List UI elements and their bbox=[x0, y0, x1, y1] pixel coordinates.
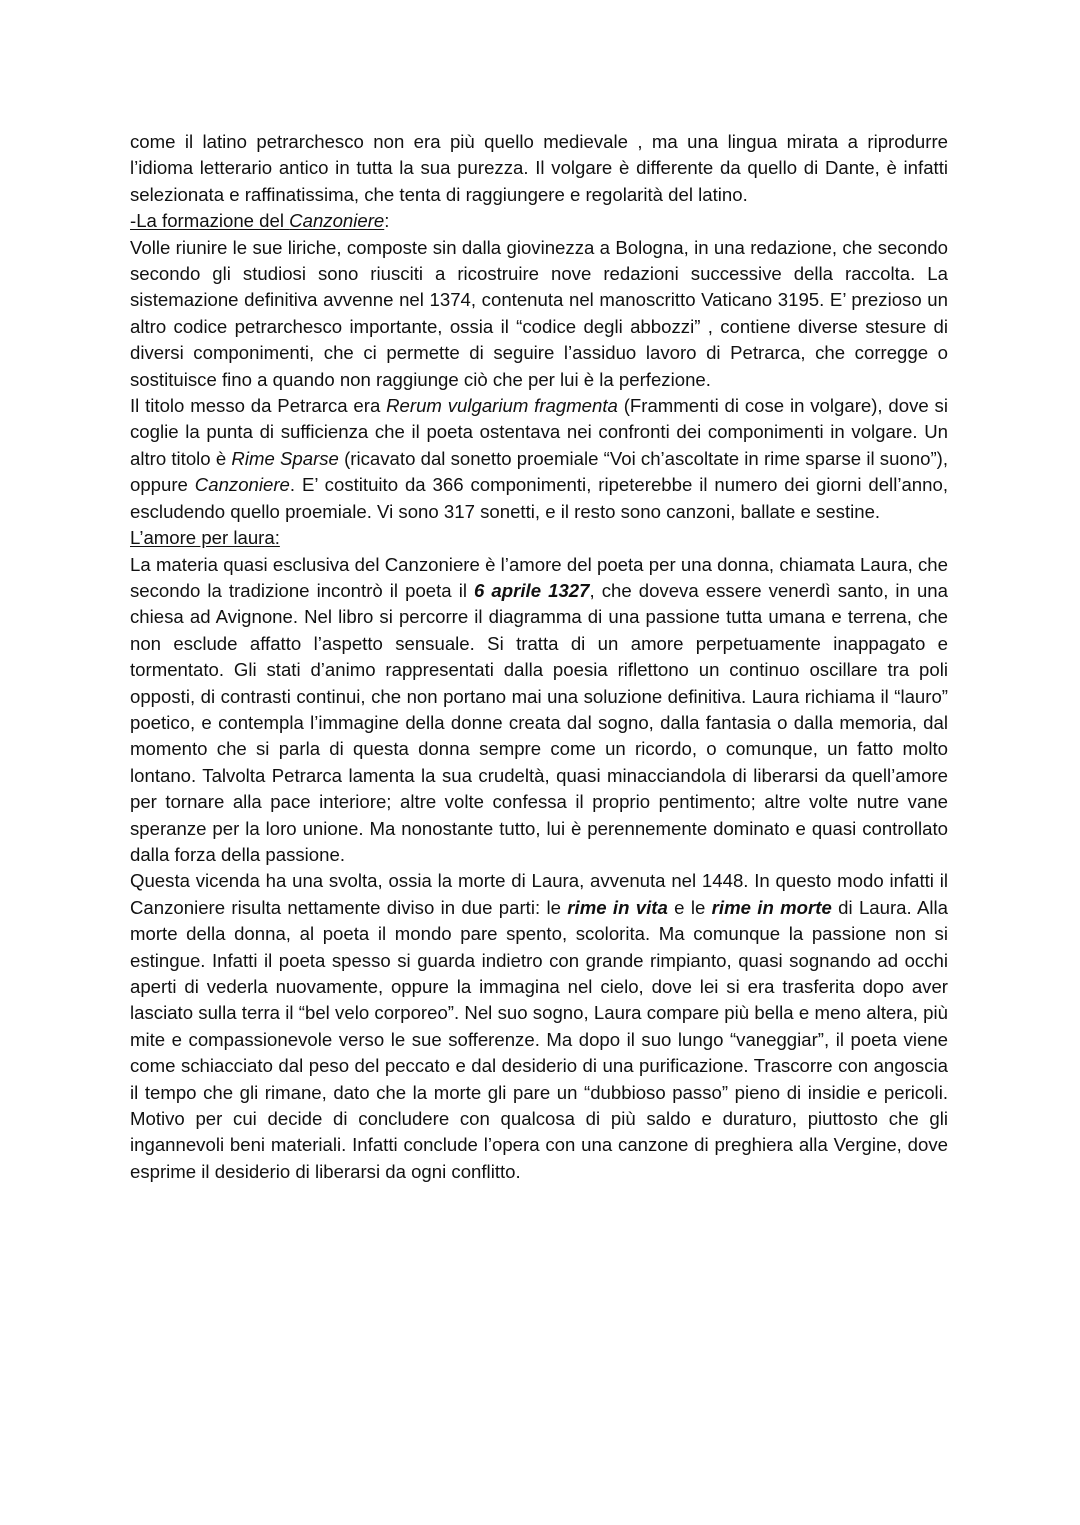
heading-text: -La formazione del bbox=[130, 210, 290, 232]
paragraph-titolo bbox=[130, 393, 948, 525]
bold-rime-in-vita: rime in vita bbox=[567, 896, 668, 918]
paragraph-morte-laura bbox=[130, 868, 948, 1185]
section-heading-amore bbox=[130, 525, 948, 551]
bold-date: 6 aprile 1327 bbox=[474, 579, 590, 601]
paragraph-laura bbox=[130, 552, 948, 869]
text-run: (Frammenti di cose in volgare), dove si coglie la punta di sufficienza che il poeta ostentava nei confronti dei componimenti in volgare. Un altro titolo è bbox=[130, 395, 948, 469]
text-run: . E’ costituito da 366 componimenti, ripeterebbe il numero dei giorni dell’anno, escludendo quello proemiale. Vi sono 317 sonetti, e il resto sono canzoni, ballate e sestine. bbox=[130, 474, 948, 522]
section-heading-formazione bbox=[130, 208, 948, 234]
text-run: (ricavato dal sonetto proemiale “Voi ch’ascoltate in rime sparse il suono”), oppure bbox=[130, 447, 948, 496]
document-page bbox=[130, 129, 948, 1185]
bold-rime-in-morte: rime in morte bbox=[711, 896, 832, 918]
text-run: , che doveva essere venerdì santo, in una chiesa ad Avignone. Nel libro si percorre il diagramma di una passione tutta umana e terrena, che non esclude affatto l’aspetto sensuale. Si tratta di un amore perpetuamente inappagato e tormentato. Gli stati d’animo rappresentati dalla poesia riflettono un continuo oscillare tra poli opposti, di contrasti continui, che non portano mai una soluzione definitiva. Laura richiama il “lauro” poetico, e contempla l’immagine della donne creata dal sogno, dalla fantasia o dalla memoria, dal momento che si parla di questa donna sempre come un ricordo, o comunque, un fatto molto lontano. Talvolta Petrarca lamenta la sua crudeltà, quasi minacciandola di liberarsi da quell’amore per tornare alla pace interiore; altre volte confessa il proprio pentimento; altre volte nutre vane speranze per la loro unione. Ma nonostante tutto, lui è perennemente dominato e quasi controllato dalla forza della passione. bbox=[130, 579, 948, 865]
heading-colon: : bbox=[384, 210, 390, 232]
italic-title-canzoniere: Canzoniere bbox=[194, 474, 290, 496]
text-run: e le bbox=[667, 896, 712, 918]
text-run: di Laura. Alla morte della donna, al poeta il mondo pare spento, scolorita. Ma comunque la passione non si estingue. Infatti il poeta spesso si guarda indietro con grande rimpianto, quasi sognando ad occhi aperti di vederla nuovamente, oppure la immagina nel cielo, dove lei si era trasferita dopo aver lasciato sulla terra il “bel velo corporeo”. Nel suo sogno, Laura compare più bella e meno altera, più mite e compassionevole verso le sue sofferenze. Ma dopo il suo lungo “vaneggiar”, il poeta viene come schiacciato dal peso del peccato e dal desiderio di una purificazione. Trascorre con angoscia il tempo che gli rimane, dato che la morte gli pare un “dubbioso passo” pieno di insidie e pericoli. Motivo per cui decide di concludere con qualcosa di più saldo e duraturo, piuttosto che gli ingannevoli beni materiali. Infatti conclude l’opera con una canzone di preghiera alla Vergine, dove esprime il desiderio di liberarsi da ogni conflitto. bbox=[130, 896, 949, 1182]
text-run: Questa vicenda ha una svolta, ossia la morte di Laura, avvenuta nel 1448. In questo modo infatti il Canzoniere risulta nettamente diviso in due parti: le bbox=[130, 870, 948, 918]
italic-title-rerum: Rerum vulgarium fragmenta bbox=[386, 395, 618, 417]
paragraph-redazioni: Volle riunire le sue liriche, composte sin dalla giovinezza a Bologna, in una redazione, che secondo secondo gli studiosi sono riusciti a ricostruire nove redazioni successive della raccolta. La sistemazione definitiva avvenne nel 1374, contenuta nel manoscritto Vaticano 3195. E’ prezioso un altro codice petrarchesco importante, ossia il “codice degli abbozzi” , contiene diverse stesure di diversi componimenti, che ci permette di seguire l’assiduo lavoro di Petrarca, che corregge o sostituisce fino a quando non raggiunge ciò che per lui è la perfezione. bbox=[130, 236, 948, 390]
heading-italic-title: Canzoniere bbox=[289, 210, 385, 232]
text-run: La materia quasi esclusiva del Canzoniere è l’amore del poeta per una donna, chiamata Laura, che secondo la tradizione incontrò il poeta il bbox=[130, 553, 948, 601]
heading-text: L’amore per laura: bbox=[130, 527, 280, 549]
italic-title-rime-sparse: Rime Sparse bbox=[231, 447, 339, 469]
paragraph-latino-volgare: come il latino petrarchesco non era più quello medievale , ma una lingua mirata a riprodurre l’idioma letterario antico in tutta la sua purezza. Il volgare è differente da quello di Dante, è infatti selezionata e raffinatissima, che tenta di raggiungere e regolarità del latino. bbox=[130, 131, 948, 205]
text-run: Il titolo messo da Petrarca era bbox=[130, 395, 387, 417]
